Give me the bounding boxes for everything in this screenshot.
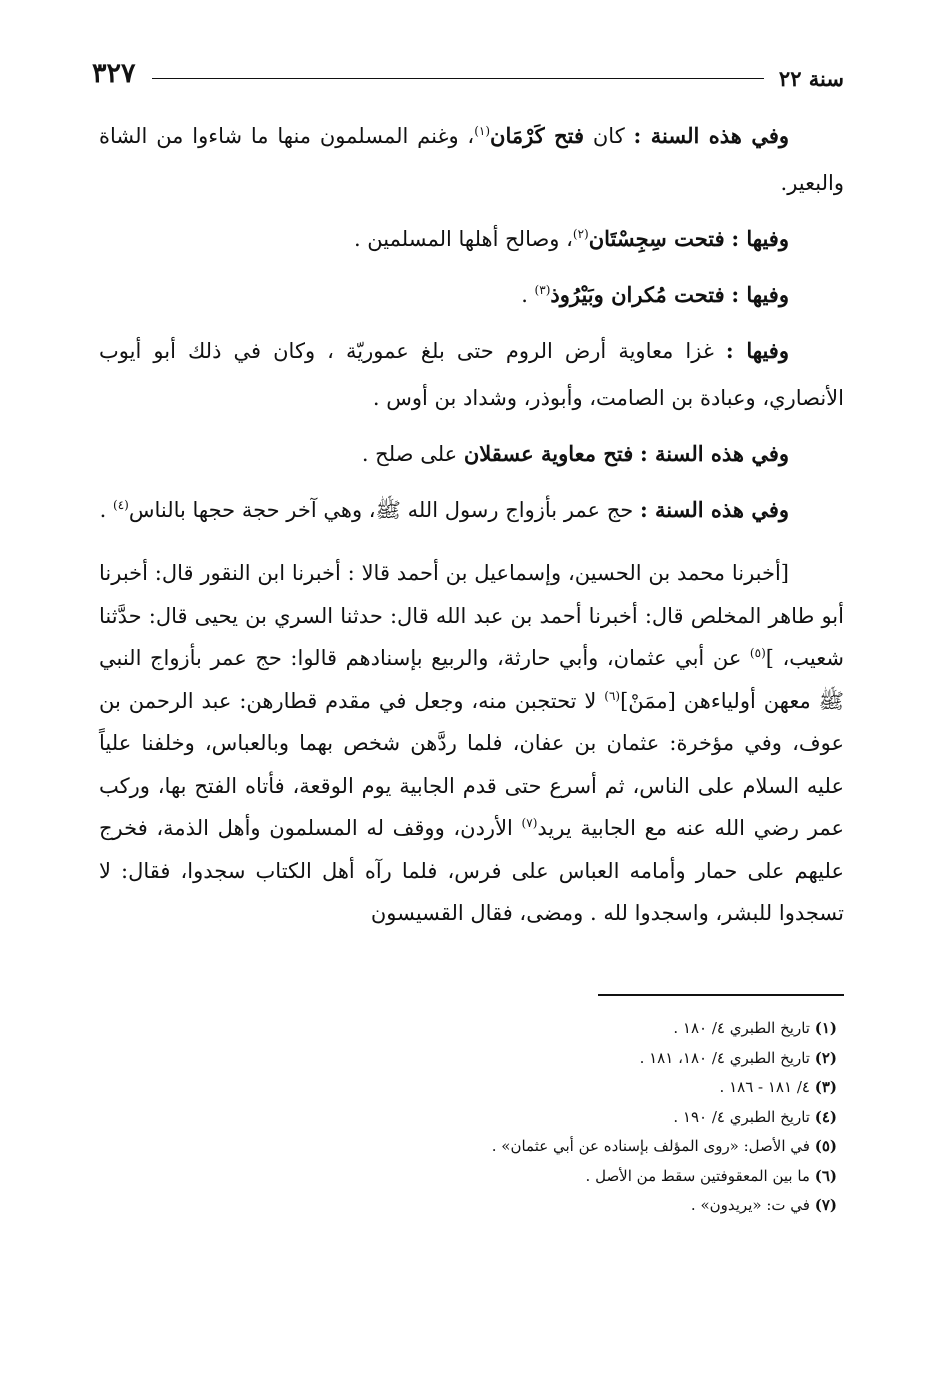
running-header	[92, 58, 844, 98]
header-rule	[152, 78, 764, 79]
footnote: (٦) ما بين المعقوفتين سقط من الأصل .	[585, 1166, 837, 1185]
footnote-ref: (٦)	[604, 688, 621, 703]
running-title: سنة ٢٢	[778, 66, 844, 91]
main-text	[99, 112, 844, 943]
paragraph: وفي هذه السنة : حج عمر بأزواج رسول الله ﷺ، وهي آخر حجة حجها بالناس$^{(٤)}$ .	[99, 497, 789, 522]
page-number: ٣٢٧	[92, 58, 136, 89]
footnote-ref: (٥)	[749, 646, 766, 660]
footnote: (٥) في الأصل: «روى المؤلف بإسناده عن أبي عثمان» .	[491, 1137, 837, 1155]
footnote-ref: (٤)	[113, 498, 129, 512]
paragraph: وفي هذه السنة : فتح معاوية عسقلان على صلح .	[361, 441, 789, 466]
footnote: (١) تاريخ الطبري ٤/ ١٨٠ .	[673, 1019, 837, 1037]
footnote-ref: (٧)	[521, 816, 538, 830]
paragraph: وفيها : فتحت مُكران وبَيْرُوذ$^{(٣)}$ .	[521, 282, 789, 307]
footnote: (٧) في ت: «يريدون» .	[690, 1196, 837, 1214]
paragraph: وفيها : غزا معاوية أرض الروم حتى بلغ عموريّة ، وكان في ذلك أبو أيوب الأنصاري، وعبادة بن الصامت، وأبوذر، وشداد بن أوس .	[99, 338, 844, 410]
footnote: (٣) ٤/ ١٨١ - ١٨٦ .	[719, 1078, 837, 1096]
footnote-separator	[598, 994, 844, 996]
paragraph: وفيها : فتحت سِجِسْتَان$^{(٢)}$، وصالح أهلها المسلمين .	[353, 226, 789, 251]
footnotes	[97, 1014, 837, 1221]
footnote: (٤) تاريخ الطبري ٤/ ١٩٠ .	[673, 1107, 837, 1126]
footnote-ref: (٢)	[572, 227, 589, 241]
footnote: (٢) تاريخ الطبري ٤/ ١٨٠، ١٨١ .	[639, 1048, 837, 1067]
footnote-ref: (١)	[474, 124, 491, 138]
footnote-ref: (٣)	[534, 283, 551, 297]
isnad-paragraph: [أخبرنا محمد بن الحسين، وإسماعيل بن أحمد قالا : أخبرنا ابن النقور قال: أخبرنا أبو طاهر المخلص قال: أخبرنا أحمد بن عبد الله قال: حدثنا السري بن يحيى قال: حدَّثنا شعيب، ]$^{(٥)}$ عن أبي عثمان، وأبي حارثة، والربيع بإسنادهم قالوا: حج عمر بأزواج النبي ﷺ معهن أولياءهن [ممَنْ]$^{(٦)}$ لا تحتجبن منه، وجعل في مقدم قطارهن: عبد الرحمن بن عوف، وفي مؤخرة: عثمان بن عفان، فلما ردَّهن شخص بهما وبالعباس، وخلفنا علياً عليه السلام على الناس، ثم أسرع حتى قدم الجابية يوم الوقعة، فأتاه الفتح بها، وركب عمر رضي الله عنه مع الجابية يريد$^{(٧)}$ الأردن، ووقف له المسلمون وأهل الذمة، فخرج عليهم على حمار وأمامه العباس على فرس، فلما رآه أهل الكتاب سجدوا، فقال: لا تسجدوا للبشر، واسجدوا لله . ومضى، فقال القسيسون	[99, 561, 844, 925]
paragraph: وفي هذه السنة : كان فتح كَرْمَان$^{(١)}$، وغنم المسلمون منها ما شاءوا من الشاة والبعير.	[99, 123, 844, 195]
